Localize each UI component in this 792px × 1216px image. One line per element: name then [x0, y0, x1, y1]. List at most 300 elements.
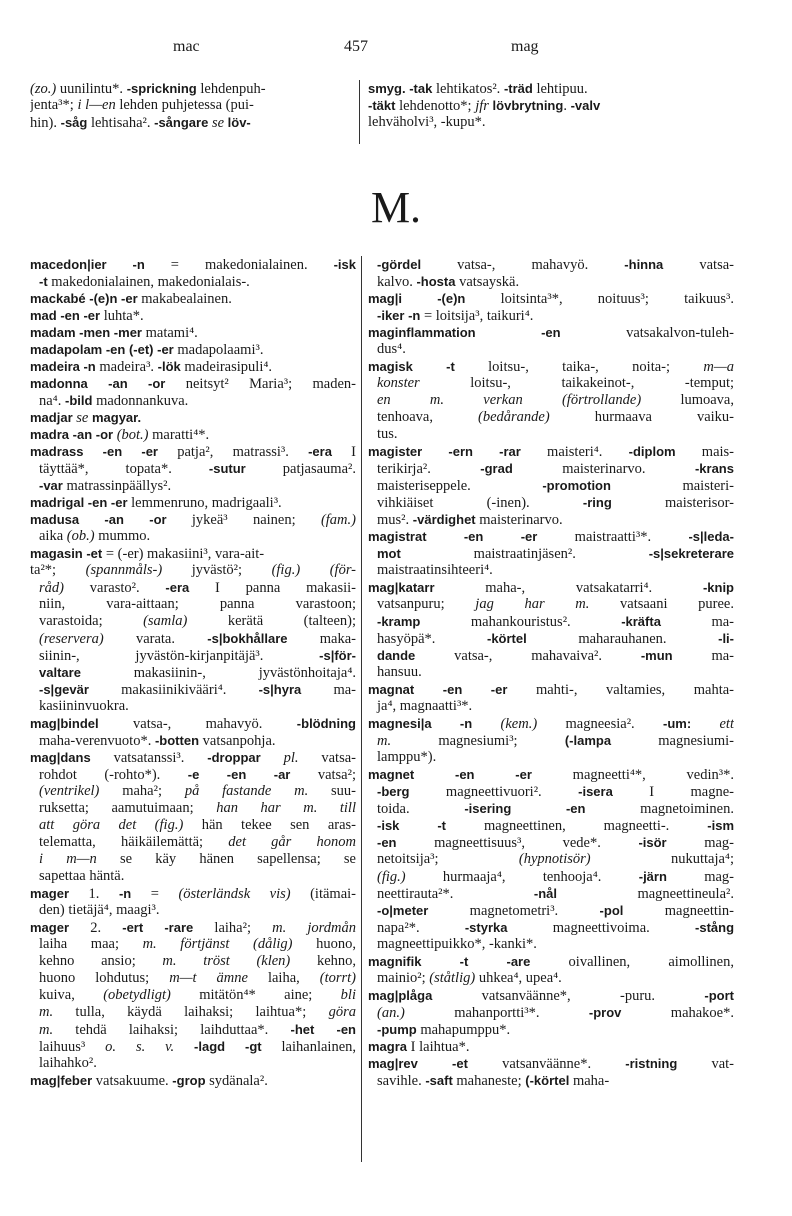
- italic-text: ett: [691, 716, 734, 732]
- entry-text: laiha²;: [193, 920, 273, 936]
- entry-text: magneettipuikko*, -kanki*.: [377, 936, 537, 952]
- entry-text: magneettineula².: [557, 886, 734, 902]
- entry-text: I: [331, 444, 356, 460]
- entry-text: se käy hänen sapellensa; se: [96, 851, 356, 867]
- headword: -grop: [172, 1073, 206, 1088]
- headword: -isk -t: [377, 818, 447, 833]
- entry-text: varastoida;: [39, 613, 144, 629]
- headword: -s|bokhållare: [207, 631, 288, 646]
- entry-text: uhkea⁴, upea⁴.: [475, 970, 562, 986]
- italic-text: pl.: [260, 750, 299, 766]
- headword: -styrka: [464, 920, 508, 935]
- italic-text: (österländsk vis): [178, 886, 291, 902]
- entry-line: [368, 324, 734, 341]
- entry-text: maistraatinsihteeri⁴.: [377, 562, 493, 578]
- entry-text: = loitsija³, taikuri⁴.: [420, 308, 534, 324]
- headword: -port: [704, 988, 734, 1003]
- entry-line: [30, 698, 356, 715]
- entry-line: [30, 749, 356, 766]
- headword: -o|meter: [377, 903, 429, 918]
- headword: -tak: [409, 81, 433, 96]
- headword: mager: [30, 920, 70, 935]
- entry-text: hurmaava vaiku-: [549, 409, 734, 425]
- entry-text: magneettivuori².: [409, 784, 579, 800]
- entry-line: [368, 460, 734, 477]
- italic-text: m.: [39, 1004, 54, 1020]
- entry-line: [30, 596, 356, 613]
- entry-text: sydänala².: [205, 1073, 268, 1089]
- italic-text: (obetydligt): [103, 987, 171, 1003]
- entry-text: aika: [39, 528, 67, 544]
- headword: -saft: [425, 1073, 453, 1088]
- entry-text: napa²*.: [377, 920, 465, 936]
- headword: -berg: [377, 784, 410, 799]
- entry-line: [30, 97, 352, 114]
- entry-line: [368, 919, 734, 936]
- entry-line: [368, 545, 734, 562]
- headword: -isk: [333, 257, 356, 272]
- entry-line: [368, 698, 734, 715]
- headword: -s|leda-: [688, 529, 734, 544]
- entry-text: tulla, käydä laihaksi; laihtua*;: [53, 1004, 329, 1020]
- italic-text: i l—en: [77, 97, 116, 113]
- entry-text: kehno ansio;: [39, 953, 163, 969]
- italic-text: se: [72, 410, 89, 426]
- entry-text: nukuttaja⁴;: [590, 851, 734, 867]
- italic-text: (fig.): [377, 869, 406, 885]
- headword: (-lampa: [564, 733, 612, 748]
- headword: mager: [30, 886, 70, 901]
- entry-line: [368, 114, 736, 131]
- entry-text: mus².: [377, 512, 413, 528]
- entry-text: [174, 1039, 194, 1055]
- entry-line: [30, 114, 352, 131]
- entry-line: [30, 800, 356, 817]
- headword: -sutur: [208, 461, 246, 476]
- entry-text: mahaneste;: [452, 1073, 526, 1089]
- entry-text: mag-: [666, 835, 734, 851]
- entry-text: [472, 716, 500, 732]
- entry-text: laiha maa;: [39, 936, 143, 952]
- entry-text: hin).: [30, 115, 61, 131]
- headword: madra -an -or: [30, 427, 114, 442]
- headword: -knip: [702, 580, 734, 595]
- headword: mackabé -(e)n -er: [30, 291, 138, 306]
- entry-text: jyvästö²;: [162, 562, 272, 578]
- headword: -s|för-: [319, 648, 356, 663]
- entry-line: [30, 783, 356, 800]
- entry-text: magnesiumi-: [611, 733, 734, 749]
- italic-text: (torrt): [319, 970, 356, 986]
- entry-text: magneettisuus³, vede*.: [396, 835, 639, 851]
- headword: mag|i -(e)n: [368, 291, 466, 306]
- entry-line: [368, 970, 734, 987]
- right-column: [368, 256, 734, 1089]
- entry-text: kuiva,: [39, 987, 104, 1003]
- entry-line: [368, 392, 734, 409]
- entry-text: dus⁴.: [377, 341, 406, 357]
- entry-text: rohdot (-rohto*).: [39, 767, 188, 783]
- entry-line: [30, 1055, 356, 1072]
- headword: -s|gevär: [39, 682, 89, 697]
- italic-text: han har m. till: [216, 800, 356, 816]
- entry-text: loitsu-, taikakeinot-, -temput;: [419, 375, 734, 391]
- entry-text: maistraatinjäsen².: [400, 546, 649, 562]
- entry-text: magneettin-: [623, 903, 734, 919]
- entry-line: [368, 97, 736, 114]
- entry-line: [30, 647, 356, 664]
- headword: (-körtel: [525, 1073, 570, 1088]
- entry-text: mitätön⁴* aine;: [170, 987, 341, 1003]
- entry-line: [368, 596, 734, 613]
- entry-text: makabealainen.: [137, 291, 232, 307]
- entry-line: [30, 324, 356, 341]
- entry-line: [30, 953, 356, 970]
- entry-line: [30, 817, 356, 834]
- entry-text: vatsatanssi³.: [90, 750, 208, 766]
- entry-line: [30, 460, 356, 477]
- entry-text: 2.: [69, 920, 123, 936]
- entry-line: [368, 834, 734, 851]
- entry-line: [368, 868, 734, 885]
- entry-text: mais-: [675, 444, 734, 460]
- entry-line: [30, 613, 356, 630]
- entry-line: [30, 664, 356, 681]
- dictionary-body: [30, 256, 770, 1206]
- entry-text: vatsanpohja.: [199, 733, 276, 749]
- entry-text: lehtipuu.: [532, 81, 588, 97]
- headword: mag|katarr: [368, 580, 435, 595]
- entry-text: hän tekee sen aras-: [183, 817, 356, 833]
- headword: löv-: [224, 115, 251, 130]
- entry-text: vihkiäiset (-inen).: [377, 495, 583, 511]
- entry-line: [368, 953, 734, 970]
- italic-text: m.: [39, 1022, 54, 1038]
- entry-line: [30, 919, 356, 936]
- headword: -promotion: [542, 478, 611, 493]
- entry-text: maha-, vatsakatarri⁴.: [434, 580, 703, 596]
- entry-text: vatsa-, mahavaiva².: [415, 648, 641, 664]
- entry-line: [368, 256, 734, 273]
- entry-line: [368, 562, 734, 579]
- entry-text: maisterisor-: [611, 495, 734, 511]
- entry-line: [368, 766, 734, 783]
- headword: mag|dans: [30, 750, 91, 765]
- italic-text: (zo.): [30, 81, 57, 97]
- entry-text: I panna makasii-: [189, 580, 356, 596]
- headword: -ring: [582, 495, 612, 510]
- entry-line: [368, 613, 734, 630]
- headword: -var: [39, 478, 63, 493]
- entry-text: madeira³.: [95, 359, 158, 375]
- entry-text: mahapumppu*.: [416, 1022, 511, 1038]
- entry-text: kehno,: [290, 953, 356, 969]
- entry-text: matrassinpäällys².: [62, 478, 172, 494]
- headword: -grad: [480, 461, 513, 476]
- entry-line: [368, 1072, 734, 1089]
- entry-line: [30, 851, 356, 868]
- headword: -hosta: [416, 274, 456, 289]
- entry-line: [368, 426, 734, 443]
- headword: -sångare: [154, 115, 209, 130]
- entry-text: lehväholvi³, -kupu*.: [368, 114, 486, 130]
- headword: -valv: [570, 98, 601, 113]
- italic-text: (kem.): [500, 716, 538, 732]
- entry-text: lehdenpuh-: [196, 81, 266, 97]
- entry-line: [368, 80, 736, 97]
- entry-line: [368, 443, 734, 460]
- entry-text: patja², matrassi³.: [158, 444, 309, 460]
- headword: madonna -an -or: [30, 376, 166, 391]
- italic-text: konster: [377, 375, 420, 391]
- headword: magnet -en -er: [368, 767, 532, 782]
- entry-text: matami⁴.: [141, 325, 198, 341]
- headword: -li-: [718, 631, 734, 646]
- entry-line: [368, 885, 734, 902]
- header-left-guideword: mac: [173, 38, 200, 55]
- entry-text: maharauhanen.: [526, 631, 719, 647]
- entry-text: vat-: [677, 1056, 734, 1072]
- entry-text: vatsa-, mahavyö.: [421, 257, 625, 273]
- headword: valtare: [39, 665, 81, 680]
- entry-text: na⁴.: [39, 393, 65, 409]
- italic-text: (spannmåls-): [85, 562, 163, 578]
- headword: -botten: [154, 733, 200, 748]
- entry-line: [30, 1072, 356, 1089]
- entry-text: maha-: [569, 1073, 610, 1089]
- italic-text: (hypnotisör): [518, 851, 591, 867]
- entry-line: [368, 1055, 734, 1072]
- headword: magasin -et: [30, 546, 103, 561]
- entry-line: [30, 443, 356, 460]
- entry-text: uunilintu*.: [56, 81, 127, 97]
- headword: dande: [377, 648, 416, 663]
- entry-line: [368, 358, 734, 375]
- entry-line: [368, 851, 734, 868]
- italic-text: på fastande m.: [184, 783, 309, 799]
- italic-text: se: [208, 115, 225, 131]
- entry-text: maisterinarvo.: [512, 461, 695, 477]
- entry-text: huono lohdutus;: [39, 970, 170, 986]
- entry-text: loitsu-, taika-, noita-;: [454, 359, 704, 375]
- entry-text: suu-: [308, 783, 356, 799]
- headword: magister -ern -rar: [368, 444, 521, 459]
- entry-line: [30, 477, 356, 494]
- entry-text: vatsanpuru;: [377, 596, 476, 612]
- italic-text: i m—n: [39, 851, 97, 867]
- entry-line: [368, 732, 734, 749]
- headword: -ristning: [625, 1056, 678, 1071]
- entry-text: ruksetta; aamutuimaan;: [39, 800, 217, 816]
- entry-line: [368, 409, 734, 426]
- headword: madam -men -mer: [30, 325, 142, 340]
- italic-text: (an.): [377, 1005, 405, 1021]
- entry-text: maha-verenvuoto*.: [39, 733, 155, 749]
- entry-text: magnesiumi³;: [391, 733, 565, 749]
- entry-line: [30, 1038, 356, 1055]
- headword: -träd: [503, 81, 533, 96]
- entry-text: hansuu.: [377, 664, 422, 680]
- headword: -järn: [638, 869, 667, 884]
- entry-line: [368, 1038, 734, 1055]
- entry-line: [30, 715, 356, 732]
- column-divider: [361, 256, 362, 1162]
- headword: madjar: [30, 410, 73, 425]
- entry-line: [368, 630, 734, 647]
- italic-text: (bot.): [116, 427, 149, 443]
- continued-left-column: [30, 80, 352, 131]
- italic-text: (samla): [143, 613, 188, 629]
- headword: -e -en -ar: [187, 767, 291, 782]
- entry-line: [30, 511, 356, 528]
- entry-text: niin, vara-aittaan; panna varastoon;: [39, 596, 356, 612]
- headword: magra: [368, 1039, 408, 1054]
- headword: -krans: [694, 461, 734, 476]
- italic-text: det går honom: [228, 834, 356, 850]
- entry-text: mahakoe*.: [621, 1005, 734, 1021]
- headword: -isör: [638, 835, 667, 850]
- italic-text: (ventrikel): [39, 783, 100, 799]
- entry-line: [30, 494, 356, 511]
- italic-text: m.: [377, 733, 392, 749]
- entry-line: [30, 426, 356, 443]
- entry-line: [30, 273, 356, 290]
- entry-text: magneettivoima.: [507, 920, 696, 936]
- headword: -t: [39, 274, 48, 289]
- headword: magnifik -t -are: [368, 954, 531, 969]
- headword: madrigal -en -er: [30, 495, 128, 510]
- headword: lövbrytning: [492, 98, 564, 113]
- entry-text: huono,: [292, 936, 356, 952]
- entry-text: lumoava,: [641, 392, 734, 408]
- entry-line: [368, 579, 734, 596]
- entry-line: [368, 1021, 734, 1038]
- entry-text: lehtisaha².: [87, 115, 155, 131]
- page-header: [0, 38, 792, 60]
- entry-text: maisteriseppele.: [377, 478, 543, 494]
- entry-text: vatsaani puree.: [589, 596, 734, 612]
- entry-text: terikirja².: [377, 461, 481, 477]
- entry-text: ta²*;: [30, 562, 86, 578]
- entry-text: mahankouristus².: [420, 614, 622, 630]
- headword: -hinna: [624, 257, 664, 272]
- entry-text: kerätä (talteen);: [187, 613, 356, 629]
- entry-line: [368, 341, 734, 358]
- entry-text: makasiinin-, jyvästönhoitaja⁴.: [80, 665, 356, 681]
- headword: -täkt: [368, 98, 396, 113]
- entry-text: hasyöpä*.: [377, 631, 487, 647]
- entry-text: luhta*.: [100, 308, 144, 324]
- entry-line: [368, 1004, 734, 1021]
- entry-text: maisteri⁴.: [520, 444, 629, 460]
- entry-text: mag-: [666, 869, 734, 885]
- headword: -en: [377, 835, 397, 850]
- headword: -prov: [588, 1005, 622, 1020]
- entry-text: ma-: [672, 648, 734, 664]
- entry-text: vatsayskä.: [455, 274, 520, 290]
- entry-text: lehdenotto*;: [395, 98, 476, 114]
- entry-line: [30, 409, 356, 426]
- entry-text: mummo.: [94, 528, 151, 544]
- entry-text: telematta, häikäilemättä;: [39, 834, 229, 850]
- entry-text: maisterinarvo.: [475, 512, 563, 528]
- entry-line: [368, 477, 734, 494]
- headword: madapolam -en (-et) -er: [30, 342, 174, 357]
- entry-line: [30, 902, 356, 919]
- left-column: [30, 256, 356, 1089]
- entry-text: laihanlainen,: [261, 1039, 356, 1055]
- headword: -lagd -gt: [194, 1039, 262, 1054]
- italic-text: bli: [340, 987, 356, 1003]
- entry-line: [368, 681, 734, 698]
- entry-text: maka-: [287, 631, 356, 647]
- header-right-guideword: mag: [511, 38, 539, 55]
- entry-text: netoitsija³;: [377, 851, 519, 867]
- headword: -lök: [157, 359, 181, 374]
- headword: mag|plåga: [368, 988, 433, 1003]
- entry-text: vatsakuume.: [92, 1073, 173, 1089]
- entry-text: vatsakalvon-tuleh-: [560, 325, 734, 341]
- italic-text: (bedårande): [478, 409, 550, 425]
- headword: -gördel: [377, 257, 422, 272]
- headword: madrass -en -er: [30, 444, 158, 459]
- entry-text: kalvo.: [377, 274, 417, 290]
- entry-line: [368, 307, 734, 324]
- entry-text: lemmenruno, madrigaali³.: [127, 495, 282, 511]
- entry-line: [368, 987, 734, 1004]
- headword: -kräfta: [621, 614, 661, 629]
- headword: -ism: [707, 818, 734, 833]
- entry-line: [368, 783, 734, 800]
- headword: -pol: [599, 903, 624, 918]
- entry-text: madonnankuva.: [92, 393, 189, 409]
- entry-line: [368, 936, 734, 953]
- entry-line: [368, 375, 734, 392]
- entry-line: [30, 1021, 356, 1038]
- entry-text: vatsa-: [298, 750, 356, 766]
- entry-line: [30, 341, 356, 358]
- entry-text: savihle.: [377, 1073, 426, 1089]
- entry-text: makedonialainen, makedonialais-.: [47, 274, 250, 290]
- entry-text: vatsanväänne*.: [467, 1056, 626, 1072]
- headword: -het -en: [290, 1022, 356, 1037]
- entry-text: maha²;: [99, 783, 185, 799]
- headword: -era: [165, 580, 190, 595]
- headword: mad -en -er: [30, 308, 101, 323]
- entry-line: [30, 868, 356, 885]
- entry-text: toida.: [377, 801, 465, 817]
- italic-text: o. s. v.: [105, 1039, 175, 1055]
- headword: -nål: [533, 886, 557, 901]
- entry-text: vatsa-: [663, 257, 734, 273]
- entry-line: [30, 290, 356, 307]
- entry-line: [368, 715, 734, 732]
- entry-text: ma-: [301, 682, 356, 698]
- headword: -era: [308, 444, 332, 459]
- continued-right-column: [368, 80, 736, 131]
- entry-text: tus.: [377, 426, 398, 442]
- entry-text: =: [131, 886, 179, 902]
- headword: -såg: [60, 115, 88, 130]
- entry-line: [368, 749, 734, 766]
- entry-line: [30, 392, 356, 409]
- italic-text: m—a: [703, 359, 734, 375]
- entry-line: [368, 817, 734, 834]
- italic-text: en m. verkan (förtrollande): [377, 392, 642, 408]
- entry-text: loitsinta³*, noituus³; taikuus³.: [465, 291, 734, 307]
- entry-text: maratti⁴*.: [148, 427, 210, 443]
- entry-text: ma-: [660, 614, 734, 630]
